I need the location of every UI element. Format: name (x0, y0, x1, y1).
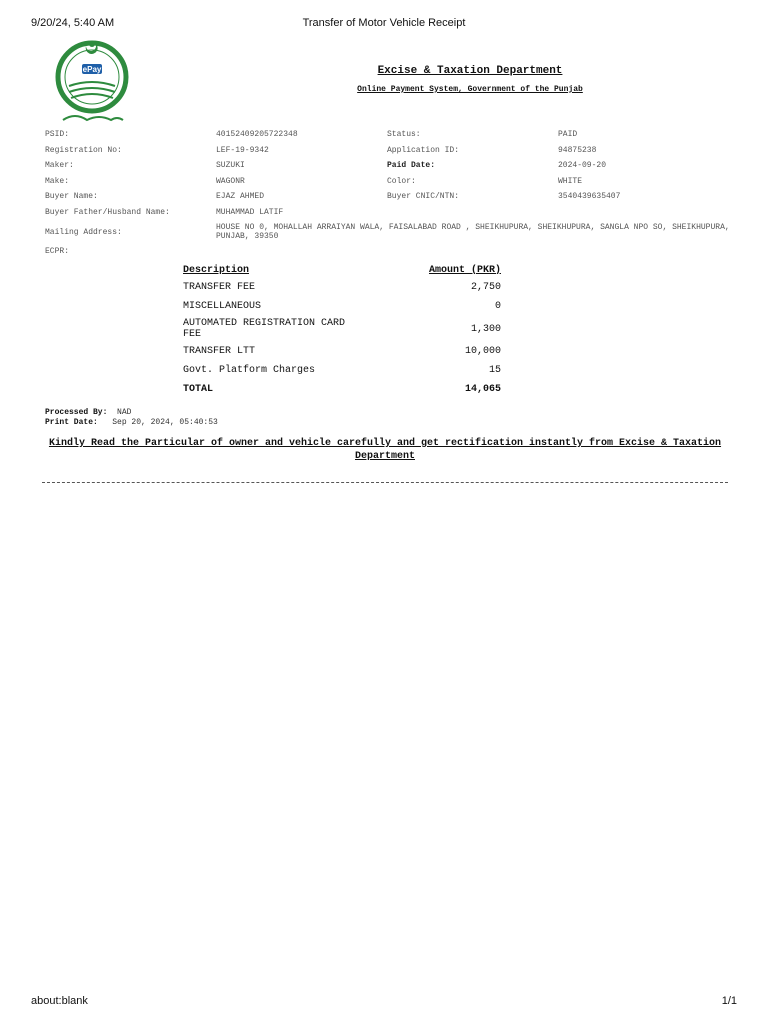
processed-info (45, 408, 218, 428)
maker-label: Maker: (45, 161, 74, 171)
page-url: about:blank (31, 995, 88, 1007)
fee-table (181, 262, 503, 399)
mailing-address-label: Mailing Address: (45, 227, 122, 237)
buyer-cnic-value: 3540439635407 (558, 192, 621, 202)
color-label: Color: (387, 176, 416, 186)
registration-value: LEF-19-9342 (216, 145, 269, 155)
info-row (45, 244, 735, 260)
print-datetime: 9/20/24, 5:40 AM (31, 17, 115, 29)
fee-header-row (181, 262, 503, 278)
status-label: Status: (387, 130, 421, 140)
application-id-value: 94875238 (558, 145, 597, 155)
make-value: WAGONR (216, 176, 245, 186)
dashed-separator (42, 482, 728, 483)
psid-value: 40152409205722348 (216, 130, 298, 140)
document-title: Transfer of Motor Vehicle Receipt (302, 17, 466, 29)
description-header: Description (183, 264, 250, 276)
application-id-label: Application ID: (387, 145, 460, 155)
buyer-name-value: EJAZ AHMED (216, 192, 265, 202)
rectification-notice: Kindly Read the Particular of owner and vehicle carefully and get rectification instantly from Excise & Taxation Department (48, 438, 722, 462)
make-label: Make: (45, 176, 70, 186)
registration-label: Registration No: (45, 145, 122, 155)
fee-amount: 0 (494, 301, 501, 312)
buyer-name-label: Buyer Name: (45, 192, 98, 202)
info-row (45, 158, 735, 174)
print-date-label: Print Date: (45, 418, 98, 427)
paid-date-label: Paid Date: (387, 161, 436, 171)
fee-total-row (181, 380, 503, 399)
buyer-cnic-label: Buyer CNIC/NTN: (387, 192, 460, 202)
page-number: 1/1 (721, 995, 737, 1007)
info-row (45, 189, 735, 205)
fee-amount: 10,000 (464, 346, 501, 357)
father-name-value: MUHAMMAD LATIF (216, 207, 284, 217)
fee-row (181, 342, 503, 361)
fee-row (181, 361, 503, 380)
department-subtitle: Online Payment System, Government of the Punjab (357, 85, 583, 94)
fee-row (181, 297, 503, 316)
fee-row (181, 316, 503, 342)
total-label: TOTAL (183, 384, 214, 395)
department-title: Excise & Taxation Department (377, 65, 563, 77)
fee-amount: 2,750 (470, 282, 501, 293)
processed-by-label: Processed By: (45, 408, 108, 417)
fee-description: MISCELLANEOUS (183, 301, 262, 312)
maker-value: SUZUKI (216, 161, 245, 171)
info-row (45, 205, 735, 221)
amount-header: Amount (PKR) (428, 264, 501, 276)
processed-by-value: NAD (117, 408, 132, 417)
info-row (45, 220, 735, 244)
print-date-value: Sep 20, 2024, 05:40:53 (112, 418, 218, 427)
father-name-label: Buyer Father/Husband Name: (45, 207, 170, 217)
total-amount: 14,065 (464, 384, 501, 395)
info-row (45, 127, 735, 143)
receipt-info-table (45, 127, 735, 260)
psid-label: PSID: (45, 130, 70, 140)
fee-row (181, 278, 503, 297)
fee-amount: 1,300 (470, 323, 501, 335)
info-row (45, 174, 735, 190)
fee-amount: 15 (488, 365, 501, 376)
paid-date-value: 2024-09-20 (558, 161, 607, 171)
fee-description: TRANSFER LTT (183, 346, 256, 357)
punjab-epay-seal-icon (55, 40, 130, 126)
info-row (45, 143, 735, 159)
mailing-address-value: HOUSE NO 0, MOHALLAH ARRAIYAN WALA, FAISALABAD ROAD , SHEIKHUPURA, SHEIKHUPURA, SANGLA NPO SO, SHEIKHUPURA, PUNJAB, 39350 (216, 223, 730, 241)
fee-description: TRANSFER FEE (183, 282, 256, 293)
status-value: PAID (558, 130, 578, 140)
color-value: WHITE (558, 176, 583, 186)
fee-description: Govt. Platform Charges (183, 365, 316, 376)
logo-label: ePay (82, 65, 102, 74)
fee-description: AUTOMATED REGISTRATION CARD FEE (183, 318, 346, 340)
ecpr-label: ECPR: (45, 247, 70, 257)
ecpr-value (216, 244, 735, 260)
